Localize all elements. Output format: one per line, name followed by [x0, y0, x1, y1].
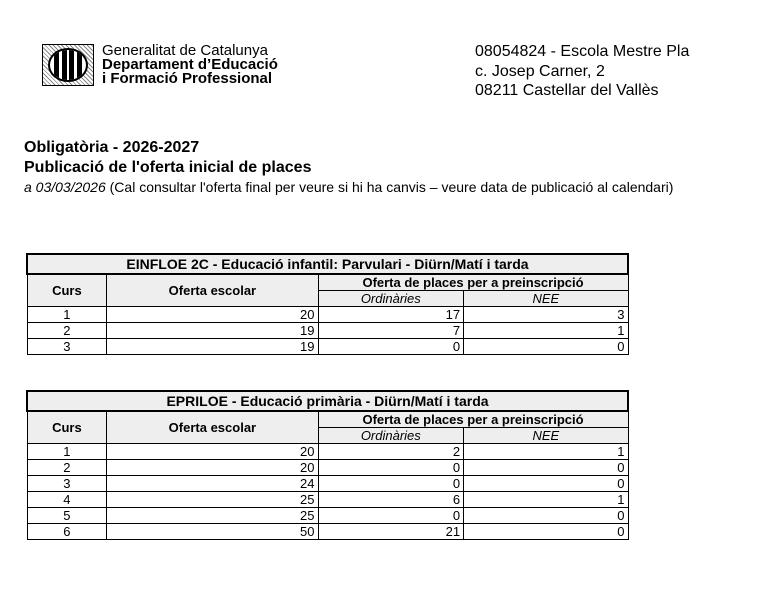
cell-curs: 3 [27, 476, 107, 492]
col-ordinaries: Ordinàries [318, 291, 464, 307]
publication-note-text: (Cal consultar l'oferta final per veure si hi ha canvis – veure data de publicació al calendari) [105, 179, 674, 195]
cell-ordinaries: 6 [318, 492, 464, 508]
cell-nee: 1 [464, 492, 628, 508]
cell-ordinaries: 2 [318, 444, 464, 460]
cell-ordinaries: 0 [318, 476, 464, 492]
cell-nee: 0 [464, 524, 628, 540]
offer-table-primaria [26, 390, 629, 540]
publication-date: a 03/03/2026 [24, 179, 106, 195]
col-nee: NEE [464, 291, 628, 307]
table-row [27, 492, 628, 508]
col-ordinaries: Ordinàries [318, 428, 464, 444]
cell-ordinaries: 7 [318, 323, 464, 339]
table-title: EINFLOE 2C - Educació infantil: Parvulari - Diürn/Matí i tarda [27, 254, 628, 274]
cell-nee: 0 [464, 476, 628, 492]
table-row [27, 307, 628, 323]
logo-line-3: i Formació Professional [102, 70, 273, 87]
table-row [27, 508, 628, 524]
cell-oferta: 20 [107, 444, 318, 460]
cell-nee: 0 [464, 460, 628, 476]
cell-ordinaries: 21 [318, 524, 464, 540]
cell-curs: 1 [27, 307, 107, 323]
cell-oferta: 20 [107, 307, 318, 323]
col-preinscripcio: Oferta de places per a preinscripció [318, 274, 628, 291]
publication-note [24, 179, 673, 195]
table-row [27, 323, 628, 339]
table-row [27, 339, 628, 355]
cell-oferta: 19 [107, 339, 318, 355]
logo-line-2: Departament d’Educació [102, 56, 278, 73]
generalitat-logo [42, 44, 278, 86]
page-subtitle: Publicació de l'oferta inicial de places [24, 159, 312, 176]
cell-oferta: 25 [107, 508, 318, 524]
cell-oferta: 25 [107, 492, 318, 508]
cell-nee: 1 [464, 323, 628, 339]
cell-oferta: 19 [107, 323, 318, 339]
logo-line-1: Generalitat de Catalunya [102, 42, 268, 59]
cell-ordinaries: 0 [318, 339, 464, 355]
table-row [27, 476, 628, 492]
cell-ordinaries: 0 [318, 508, 464, 524]
cell-oferta: 50 [107, 524, 318, 540]
cell-curs: 3 [27, 339, 107, 355]
cell-ordinaries: 0 [318, 460, 464, 476]
page-title: Obligatòria - 2026-2027 [24, 139, 200, 156]
table-row [27, 524, 628, 540]
cell-oferta: 24 [107, 476, 318, 492]
cell-curs: 2 [27, 460, 107, 476]
table-row [27, 444, 628, 460]
cell-ordinaries: 17 [318, 307, 464, 323]
cell-curs: 2 [27, 323, 107, 339]
cell-nee: 1 [464, 444, 628, 460]
col-curs: Curs [27, 411, 107, 444]
table-row [27, 460, 628, 476]
school-address [475, 42, 689, 101]
cell-curs: 4 [27, 492, 107, 508]
page-heading [24, 138, 673, 195]
cell-oferta: 20 [107, 460, 318, 476]
cell-curs: 5 [27, 508, 107, 524]
cell-curs: 1 [27, 444, 107, 460]
col-nee: NEE [464, 428, 628, 444]
cell-nee: 0 [464, 339, 628, 355]
col-curs: Curs [27, 274, 107, 307]
school-street: c. Josep Carner, 2 [475, 62, 605, 80]
col-oferta-escolar: Oferta escolar [107, 274, 318, 307]
cell-curs: 6 [27, 524, 107, 540]
school-city: 08211 Castellar del Vallès [475, 82, 659, 99]
cell-nee: 0 [464, 508, 628, 524]
table-title: EPRILOE - Educació primària - Diürn/Matí i tarda [27, 391, 628, 411]
col-oferta-escolar: Oferta escolar [107, 411, 318, 444]
school-name: 08054824 - Escola Mestre Pla [475, 43, 690, 60]
catalonia-seal-icon [42, 44, 94, 86]
offer-table-infantil [26, 253, 629, 355]
col-preinscripcio: Oferta de places per a preinscripció [318, 411, 628, 428]
cell-nee: 3 [464, 307, 628, 323]
